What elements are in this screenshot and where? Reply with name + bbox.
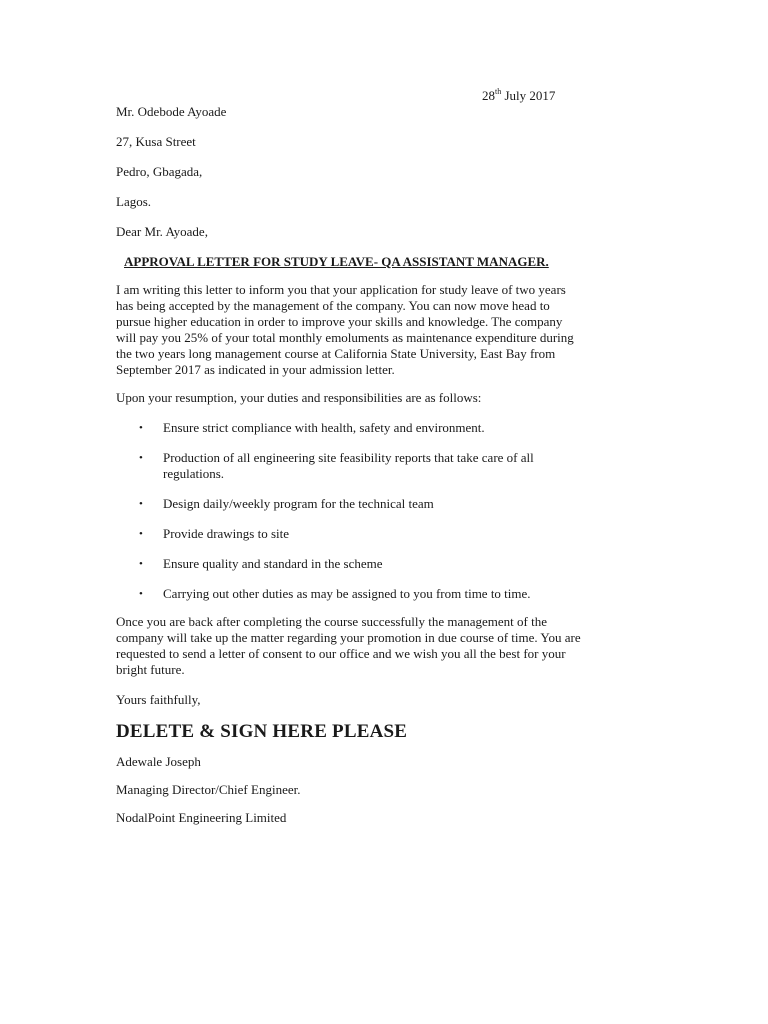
recipient-address-line3: Lagos.	[116, 194, 152, 209]
closing: Yours faithfully,	[116, 692, 201, 707]
list-item	[116, 420, 656, 436]
list-item-line: regulations.	[163, 466, 225, 481]
signatory-title: Managing Director/Chief Engineer.	[116, 782, 301, 797]
duties-list	[116, 420, 656, 602]
list-item-line: Ensure strict compliance with health, safety and environment.	[163, 420, 485, 435]
list-item-text	[163, 586, 656, 602]
recipient-address-line1: 27, Kusa Street	[116, 134, 196, 149]
paragraph-line: I am writing this letter to inform you that your application for study leave of two years	[116, 282, 566, 297]
paragraph-line: company will take up the matter regarding your promotion in due course of time. You are	[116, 630, 581, 645]
list-item	[116, 450, 656, 482]
bullet-icon: •	[139, 528, 143, 540]
paragraph-line: will pay you 25% of your total monthly emoluments as maintenance expenditure during	[116, 330, 574, 345]
list-item-text	[163, 526, 656, 542]
letter-body	[116, 104, 656, 826]
list-item-line: Design daily/weekly program for the technical team	[163, 496, 434, 511]
list-item-line: Production of all engineering site feasibility reports that take care of all	[163, 450, 534, 465]
bullet-icon: •	[139, 558, 143, 570]
recipient-address-line2: Pedro, Gbagada,	[116, 164, 203, 179]
signatory-company: NodalPoint Engineering Limited	[116, 810, 287, 825]
list-item	[116, 526, 656, 542]
salutation: Dear Mr. Ayoade,	[116, 224, 208, 239]
paragraph-line: September 2017 as indicated in your admission letter.	[116, 362, 395, 377]
date-day: 28	[482, 88, 495, 103]
list-item-line: Carrying out other duties as may be assigned to you from time to time.	[163, 586, 531, 601]
list-item-text	[163, 450, 656, 482]
paragraph-line: bright future.	[116, 662, 185, 677]
list-item	[116, 586, 656, 602]
paragraph-closing	[116, 614, 651, 678]
bullet-icon: •	[139, 422, 143, 434]
bullet-icon: •	[139, 452, 143, 464]
duties-intro: Upon your resumption, your duties and responsibilities are as follows:	[116, 390, 482, 405]
bullet-icon: •	[139, 498, 143, 510]
letter-date	[482, 88, 555, 104]
paragraph-line: the two years long management course at California State University, East Bay from	[116, 346, 556, 361]
paragraph-approval	[116, 282, 651, 378]
letter-subject: APPROVAL LETTER FOR STUDY LEAVE- QA ASSISTANT MANAGER.	[124, 254, 549, 269]
list-item-text	[163, 556, 656, 572]
paragraph-line: pursue higher education in order to improve your skills and knowledge. The company	[116, 314, 563, 329]
bullet-icon: •	[139, 588, 143, 600]
date-month-year: July 2017	[501, 88, 556, 103]
list-item	[116, 556, 656, 572]
paragraph-line: has being accepted by the management of the company. You can now move head to	[116, 298, 550, 313]
signature-placeholder: DELETE & SIGN HERE PLEASE	[116, 721, 408, 742]
list-item-text	[163, 496, 656, 512]
list-item-line: Ensure quality and standard in the scheme	[163, 556, 383, 571]
signatory-name: Adewale Joseph	[116, 754, 201, 769]
list-item	[116, 496, 656, 512]
list-item-line: Provide drawings to site	[163, 526, 290, 541]
list-item-text	[163, 420, 656, 436]
paragraph-line: requested to send a letter of consent to our office and we wish you all the best for your	[116, 646, 566, 661]
recipient-name: Mr. Odebode Ayoade	[116, 104, 227, 119]
paragraph-line: Once you are back after completing the course successfully the management of the	[116, 614, 547, 629]
date-ordinal: th	[495, 86, 502, 96]
